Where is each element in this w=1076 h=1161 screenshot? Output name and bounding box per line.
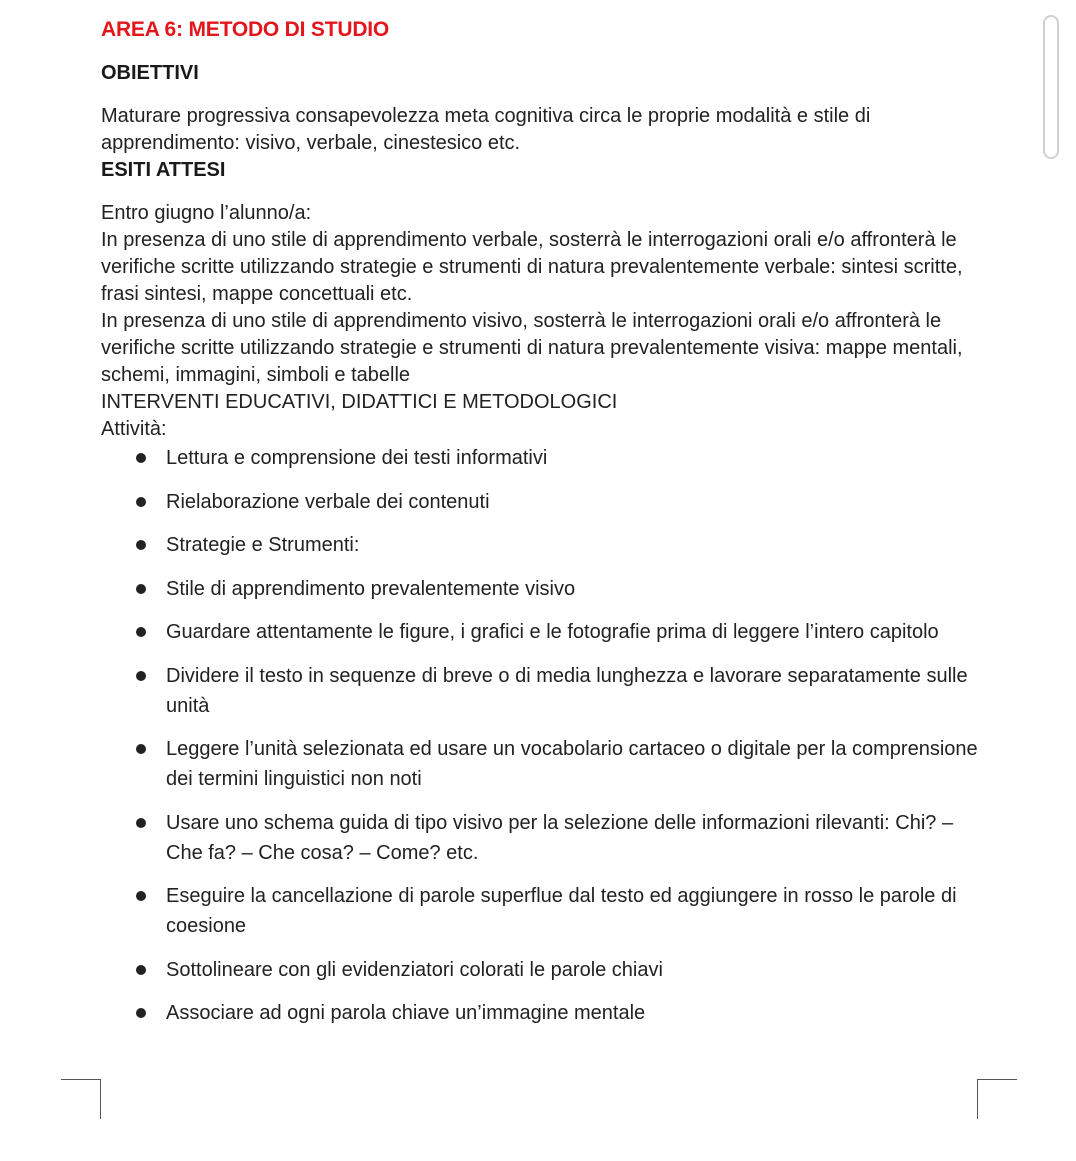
page-corner-mark-right xyxy=(977,1079,1017,1119)
list-item-text: Sottolineare con gli evidenziatori colorati le parole chiavi xyxy=(166,958,663,981)
list-item xyxy=(101,487,981,517)
list-item xyxy=(101,661,981,721)
list-item-text: Leggere l’unità selezionata ed usare un vocabolario cartaceo o digitale per la comprensione dei termini linguistici non noti xyxy=(166,738,978,790)
list-item-text: Dividere il testo in sequenze di breve o di media lunghezza e lavorare separatamente sulle unità xyxy=(166,664,968,717)
scrollbar-thumb[interactable] xyxy=(1043,15,1059,159)
area-title: AREA 6: METODO DI STUDIO xyxy=(101,18,390,41)
list-item xyxy=(101,881,981,941)
bullet-icon xyxy=(136,584,146,594)
esiti-visual-paragraph: In presenza di uno stile di apprendimento visivo, sosterrà le interrogazioni orali e/o affronterà le verifiche scritte utilizzando strategie e strumenti di natura prevalentemente visiva: mappe mentali, schemi, immagini, simboli e tabelle xyxy=(101,310,963,386)
esiti-heading: ESITI ATTESI xyxy=(101,159,226,181)
esiti-intro: Entro giugno l’alunno/a: xyxy=(101,202,312,224)
bullet-icon xyxy=(136,497,146,507)
activity-list xyxy=(101,443,981,1028)
attivita-label: Attività: xyxy=(101,418,167,440)
obiettivi-heading: OBIETTIVI xyxy=(101,62,199,84)
esiti-verbal-paragraph: In presenza di uno stile di apprendimento verbale, sosterrà le interrogazioni orali e/o affronterà le verifiche scritte utilizzando strategie e strumenti di natura prevalentemente verbale: sintesi scritte, frasi sintesi, mappe concettuali etc. xyxy=(101,229,963,305)
list-item xyxy=(101,734,981,794)
bullet-icon xyxy=(136,818,146,828)
bullet-icon xyxy=(136,627,146,637)
bullet-icon xyxy=(136,891,146,901)
list-item xyxy=(101,808,981,868)
list-item xyxy=(101,530,981,560)
bullet-icon xyxy=(136,965,146,975)
bullet-icon xyxy=(136,671,146,681)
bullet-icon xyxy=(136,1008,146,1018)
bullet-icon xyxy=(136,744,146,754)
obiettivi-paragraph: Maturare progressiva consapevolezza meta cognitiva circa le proprie modalità e stile di apprendimento: visivo, verbale, cinestesico etc. xyxy=(101,105,871,154)
list-item xyxy=(101,955,981,985)
bullet-icon xyxy=(136,453,146,463)
document-page xyxy=(101,16,981,1042)
list-item-text: Strategie e Strumenti: xyxy=(166,534,360,556)
list-item-text: Rielaborazione verbale dei contenuti xyxy=(166,490,490,513)
list-item-text: Usare uno schema guida di tipo visivo per la selezione delle informazioni rilevanti: Chi? – Che fa? – Che cosa? – Come? etc. xyxy=(166,811,954,864)
list-item xyxy=(101,574,981,604)
list-item-text: Associare ad ogni parola chiave un’immagine mentale xyxy=(166,1002,646,1024)
list-item-text: Guardare attentamente le figure, i grafici e le fotografie prima di leggere l’intero capitolo xyxy=(166,621,939,643)
list-item-text: Stile di apprendimento prevalentemente visivo xyxy=(166,577,576,600)
list-item xyxy=(101,998,981,1028)
bullet-icon xyxy=(136,540,146,550)
interventi-heading: INTERVENTI EDUCATIVI, DIDATTICI E METODOLOGICI xyxy=(101,391,618,413)
page-corner-mark-left xyxy=(61,1079,101,1119)
list-item-text: Eseguire la cancellazione di parole superflue dal testo ed aggiungere in rosso le parole di coesione xyxy=(166,885,957,937)
list-item-text: Lettura e comprensione dei testi informativi xyxy=(166,447,548,469)
list-item xyxy=(101,617,981,647)
list-item xyxy=(101,443,981,473)
